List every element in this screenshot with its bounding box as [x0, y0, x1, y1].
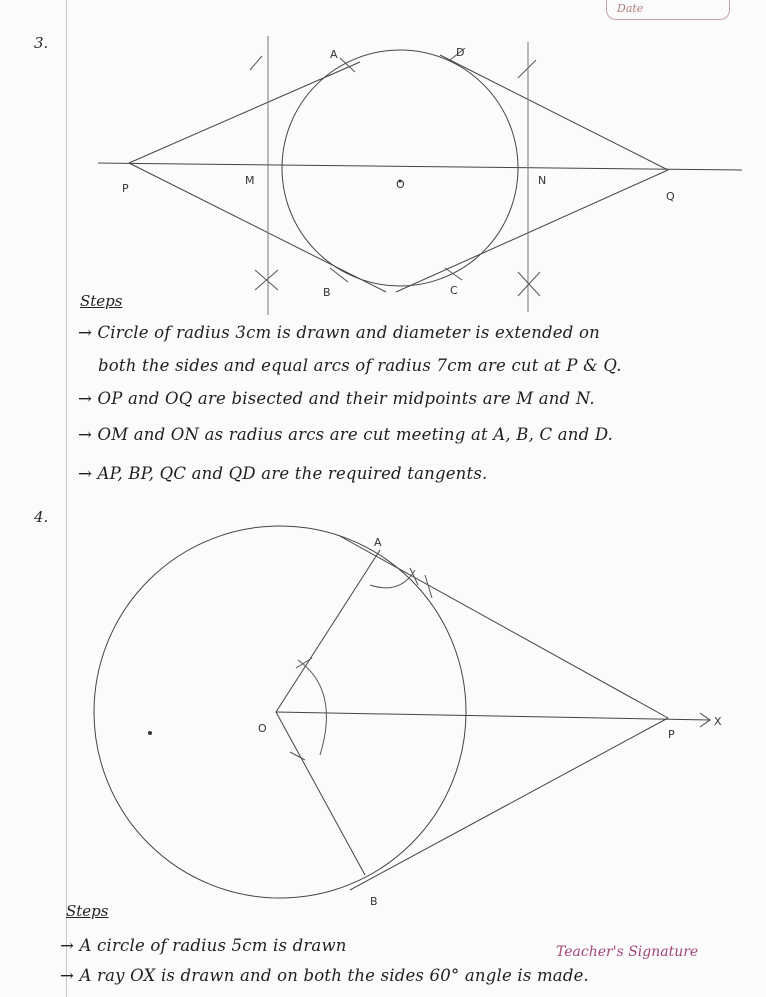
- q3-label-a: A: [330, 48, 338, 61]
- date-box: Date: [606, 0, 730, 20]
- q4-step-1: → A circle of radius 5cm is drawn: [60, 936, 347, 955]
- question-3-number: 3.: [34, 34, 49, 52]
- q3-label-c: C: [450, 284, 458, 297]
- q4-tangent-pb: [350, 718, 668, 890]
- q3-label-b: B: [323, 286, 331, 299]
- q4-steps-title: Steps: [66, 902, 109, 920]
- q4-radius-oa: [276, 550, 380, 712]
- q3-step-2: both the sides and equal arcs of radius 7cm are cut at P & Q.: [98, 356, 622, 375]
- q3-step-3: → OP and OQ are bisected and their midpoints are M and N.: [78, 389, 595, 408]
- q3-tangent-qc: [396, 170, 668, 292]
- q3-step-4: → OM and ON as radius arcs are cut meeting at A, B, C and D.: [78, 425, 614, 444]
- q4-label-p: P: [668, 728, 675, 741]
- q3-label-n: N: [538, 174, 547, 187]
- q3-label-o: O: [396, 178, 405, 191]
- q3-label-p: P: [122, 182, 129, 195]
- q3-diameter-line: [98, 163, 742, 170]
- q3-label-d: D: [456, 46, 465, 59]
- question-4-number: 4.: [34, 508, 49, 526]
- q4-radius-ob: [276, 712, 365, 875]
- q3-circle: [282, 50, 518, 286]
- q4-ray-ox: [276, 712, 710, 720]
- q3-label-m: M: [245, 174, 255, 187]
- q3-tangent-pa: [129, 62, 360, 163]
- q3-step-1: → Circle of radius 3cm is drawn and diameter is extended on: [78, 323, 600, 342]
- q4-label-b: B: [370, 895, 378, 908]
- q4-tangent-pa: [338, 535, 668, 718]
- q4-step-2: → A ray OX is drawn and on both the sides 60° angle is made.: [60, 966, 589, 985]
- q3-label-q: Q: [666, 190, 675, 203]
- q4-label-x: X: [714, 715, 722, 728]
- q4-label-o: O: [258, 722, 267, 735]
- q3-tangent-qd: [440, 55, 668, 170]
- q3-step-5: → AP, BP, QC and QD are the required tangents.: [78, 464, 488, 483]
- q3-steps-title: Steps: [80, 292, 123, 310]
- teacher-signature-label: Teacher's Signature: [556, 944, 699, 960]
- q4-label-a: A: [374, 536, 382, 549]
